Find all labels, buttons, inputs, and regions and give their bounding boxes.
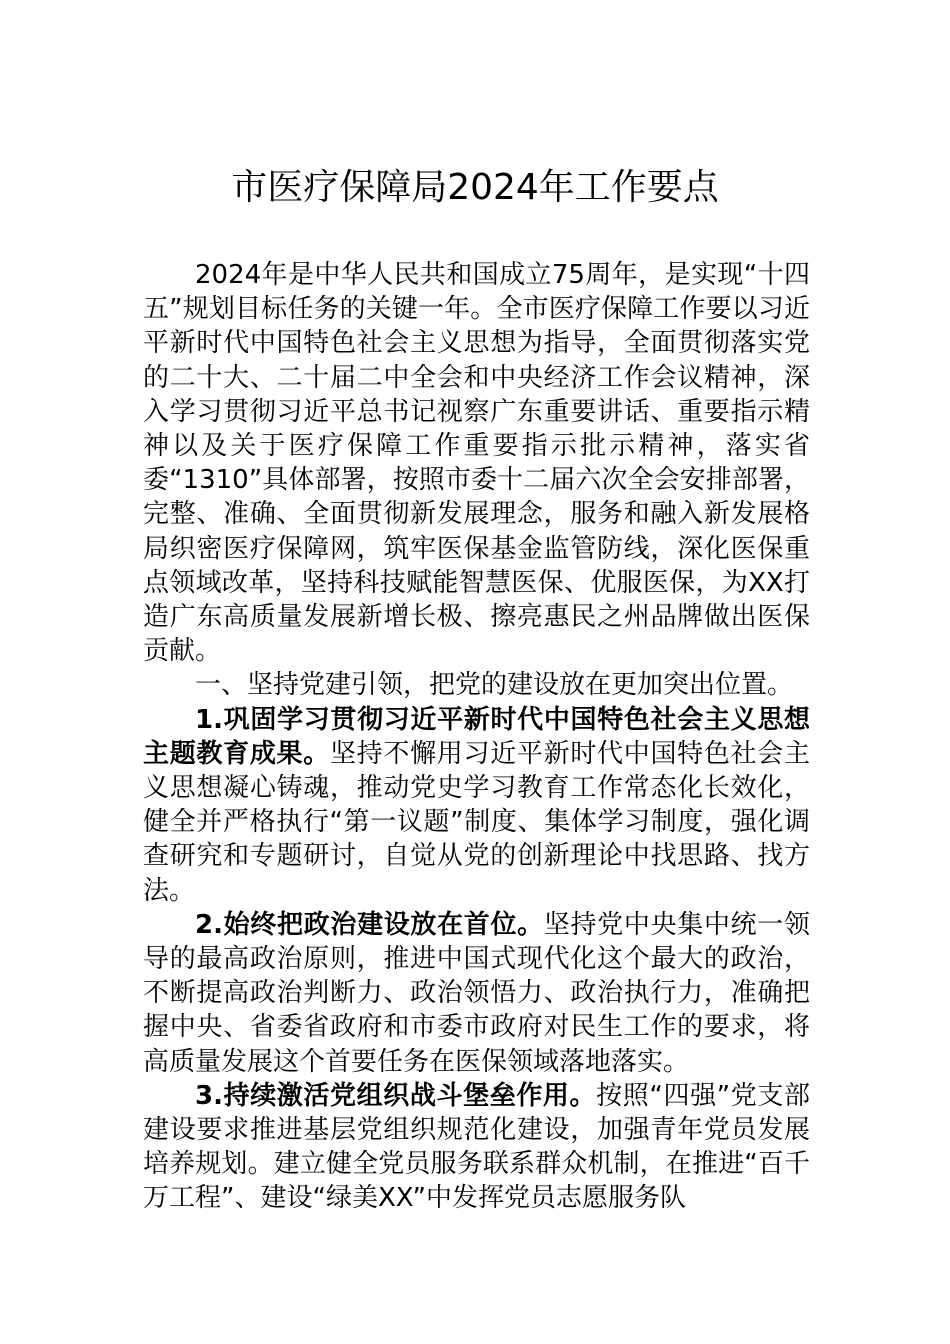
item-paragraph-3: [143, 1079, 810, 1216]
item-text-3: 按照“四强”党支部建设要求推进基层党组织规范化建设，加强青年党员发展培养规划。建立健全党员服务联系群众机制，在推进“百千万工程”、建设“绿美XX”中发挥党员志愿服务队: [143, 1080, 810, 1214]
item-paragraph-1: [143, 703, 810, 908]
item-paragraph-2: [143, 908, 810, 1079]
item-lead-2: 2.始终把政治建设放在首位。: [195, 909, 544, 940]
item-text-2: 坚持党中央集中统一领导的最高政治原则，推进中国式现代化这个最大的政治，不断提高政治判断力、政治领悟力、政治执行力，准确把握中央、省委省政府和市委市政府对民生工作的要求，将高质量发展这个首要任务在医保领域落地落实。: [143, 909, 810, 1077]
item-lead-1: 1.巩固学习贯彻习近平新时代中国特色社会主义思想主题教育成果。: [143, 704, 810, 769]
document-body: [143, 258, 810, 1216]
section-heading: 一、坚持党建引领，把党的建设放在更加突出位置。: [195, 670, 794, 701]
intro-paragraph: 2024年是中华人民共和国成立75周年，是实现“十四五”规划目标任务的关键一年。全市医疗保障工作要以习近平新时代中国特色社会主义思想为指导，全面贯彻落实党的二十大、二十届二中全会和中央经济工作会议精神，深入学习贯彻习近平总书记视察广东重要讲话、重要指示精神以及关于医疗保障工作重要指示批示精神，落实省委“1310”具体部署，按照市委十二届六次全会安排部署，完整、准确、全面贯彻新发展理念，服务和融入新发展格局织密医疗保障网，筑牢医保基金监管防线，深化医保重点领域改革，坚持科技赋能智慧医保、优服医保，为XX打造广东高质量发展新增长极、擦亮惠民之州品牌做出医保贡献。: [143, 260, 810, 667]
document-title: 市医疗保障局2024年工作要点: [231, 167, 719, 208]
item-text-1: 坚持不懈用习近平新时代中国特色社会主义思想凝心铸魂，推动党史学习教育工作常态化长效化，健全并严格执行“第一议题”制度、集体学习制度，强化调查研究和专题研讨，自觉从党的创新理论中找思路、找方法。: [143, 738, 810, 906]
item-lead-3: 3.持续激活党组织战斗堡垒作用。: [195, 1080, 597, 1111]
